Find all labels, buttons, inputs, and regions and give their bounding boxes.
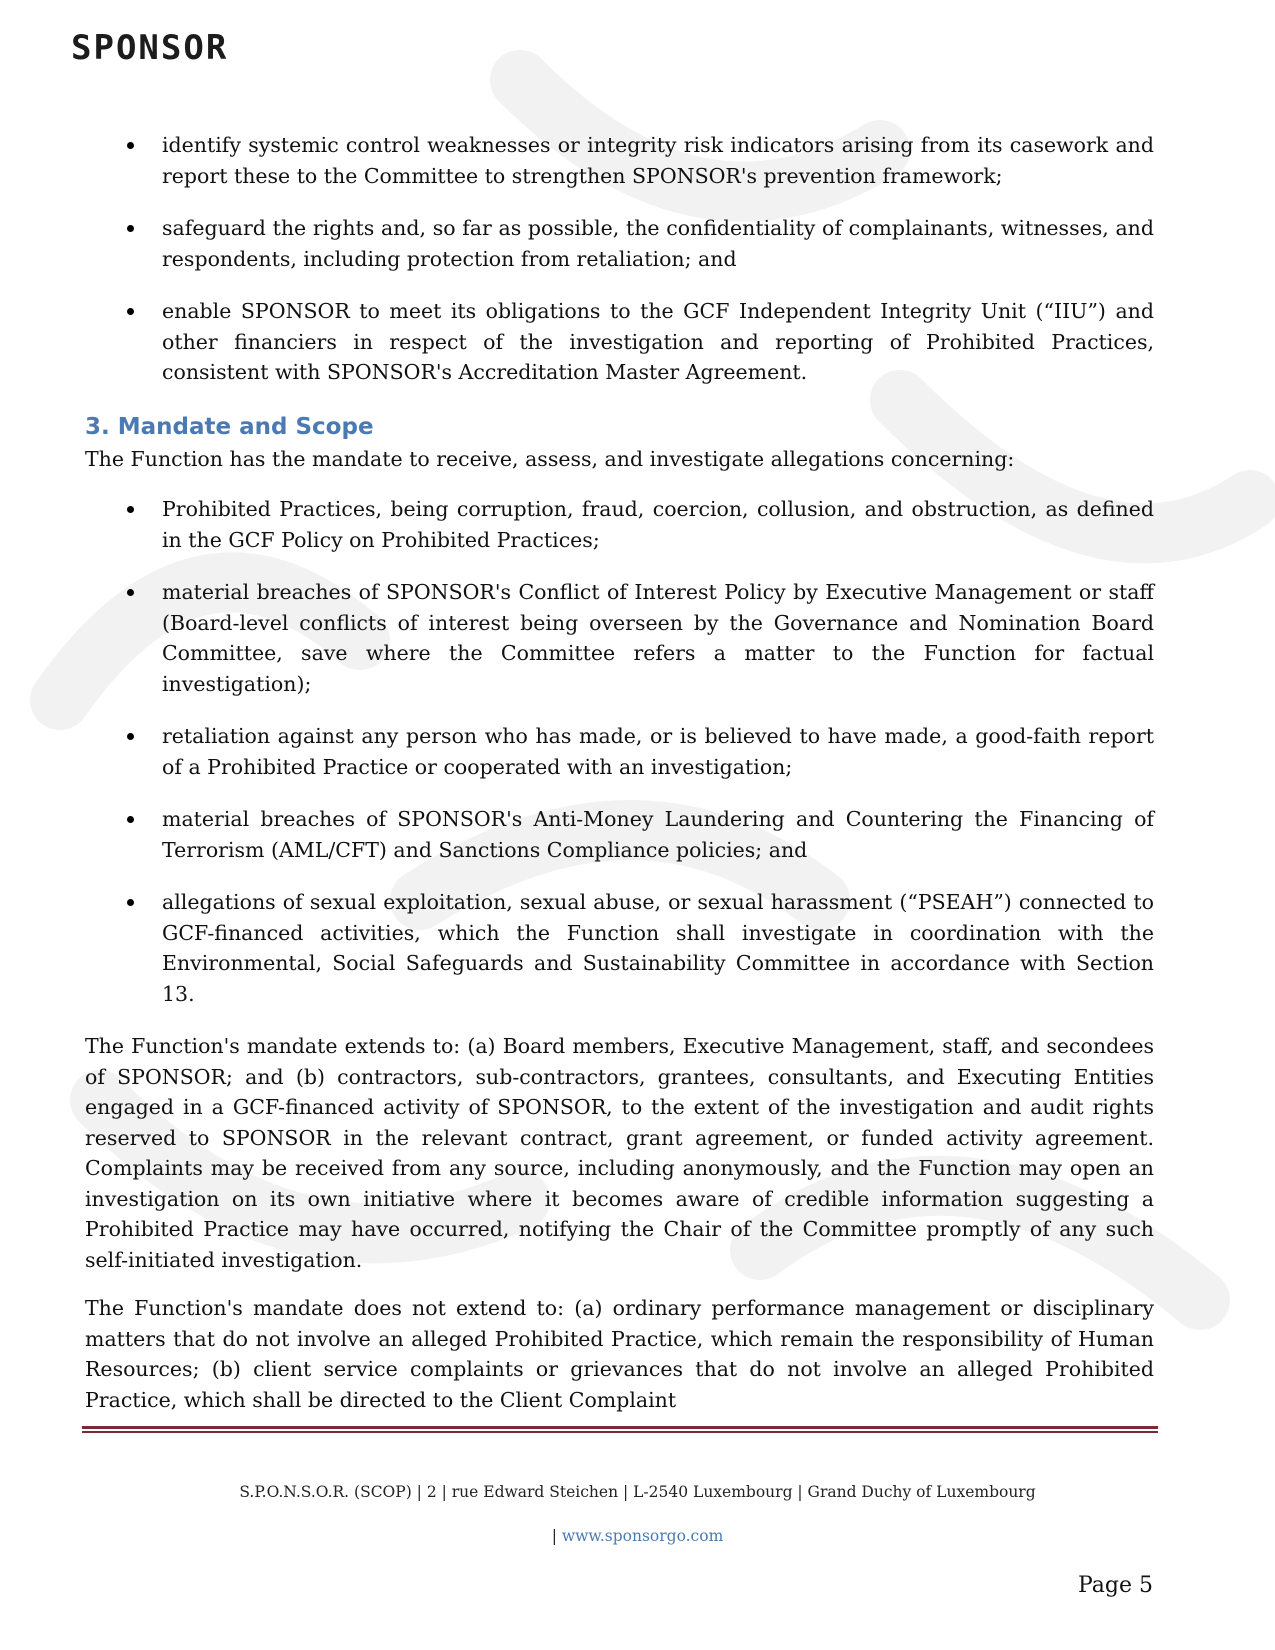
section-intro: The Function has the mandate to receive, assess, and investigate allegations concerning: bbox=[85, 446, 1015, 471]
footer-website bbox=[0, 1527, 1275, 1545]
footer-rule bbox=[82, 1426, 1158, 1429]
list-item: allegations of sexual exploitation, sexual abuse, or sexual harassment (“PSEAH”) connected to GCF-financed activities, which the Function shall investigate in coordination with the Environmental, Social Safeguards and Sustainability Committee in accordance with Section 13. bbox=[85, 887, 1154, 1009]
list-item: enable SPONSOR to meet its obligations to the GCF Independent Integrity Unit (“IIU”) and other financiers in respect of the investigation and reporting of Prohibited Practices, consistent with SPONSOR's Accreditation Master Agreement. bbox=[85, 296, 1154, 388]
mandate-list bbox=[85, 494, 1154, 1009]
footer-address: S.P.O.N.S.O.R. (SCOP) | 2 | rue Edward Steichen | L-2540 Luxembourg | Grand Duchy of Luxembourg bbox=[239, 1483, 1036, 1501]
footer-separator: | bbox=[551, 1527, 562, 1545]
page-content bbox=[85, 130, 1154, 1433]
mandate-extends-paragraph: The Function's mandate extends to: (a) Board members, Executive Management, staff, and secondees of SPONSOR; and (b) contractors, sub-contractors, grantees, consultants, and Executing Entities engaged in a GCF-financed activity of SPONSOR, to the extent of the investigation and audit rights reserved to SPONSOR in the relevant contract, grant agreement, or funded activity agreement. Complaints may be received from any source, including anonymously, and the Function may open an investigation on its own initiative where it becomes aware of credible information suggesting a Prohibited Practice may have occurred, notifying the Chair of the Committee promptly of any such self-initiated investigation. bbox=[85, 1034, 1154, 1272]
list-item: safeguard the rights and, so far as possible, the confidentiality of complainants, witnesses, and respondents, including protection from retaliation; and bbox=[85, 213, 1154, 274]
list-item: Prohibited Practices, being corruption, fraud, coercion, collusion, and obstruction, as defined in the GCF Policy on Prohibited Practices; bbox=[85, 494, 1154, 555]
objectives-list bbox=[85, 130, 1154, 388]
mandate-excludes-paragraph: The Function's mandate does not extend to: (a) ordinary performance management or disciplinary matters that do not involve an alleged Prohibited Practice, which remain the responsibility of Human Resources; (b) client service complaints or grievances that do not involve an alleged Prohibited Practice, which shall be directed to the Client Complaint bbox=[85, 1296, 1154, 1412]
section-heading: 3. Mandate and Scope bbox=[85, 413, 374, 440]
page-number: Page 5 bbox=[1077, 1573, 1153, 1598]
website-link[interactable]: www.sponsorgo.com bbox=[561, 1527, 724, 1545]
list-item: material breaches of SPONSOR's Anti-Money Laundering and Countering the Financing of Terrorism (AML/CFT) and Sanctions Compliance policies; and bbox=[85, 804, 1154, 865]
list-item: identify systemic control weaknesses or integrity risk indicators arising from its casework and report these to the Committee to strengthen SPONSOR's prevention framework; bbox=[85, 130, 1154, 191]
list-item: material breaches of SPONSOR's Conflict of Interest Policy by Executive Management or staff (Board-level conflicts of interest being overseen by the Governance and Nomination Board Committee, save where the Committee refers a matter to the Function for factual investigation); bbox=[85, 577, 1154, 699]
sponsor-logo: SPONSOR bbox=[71, 28, 229, 68]
list-item: retaliation against any person who has made, or is believed to have made, a good-faith report of a Prohibited Practice or cooperated with an investigation; bbox=[85, 721, 1154, 782]
footer-rule-thin bbox=[82, 1431, 1158, 1433]
